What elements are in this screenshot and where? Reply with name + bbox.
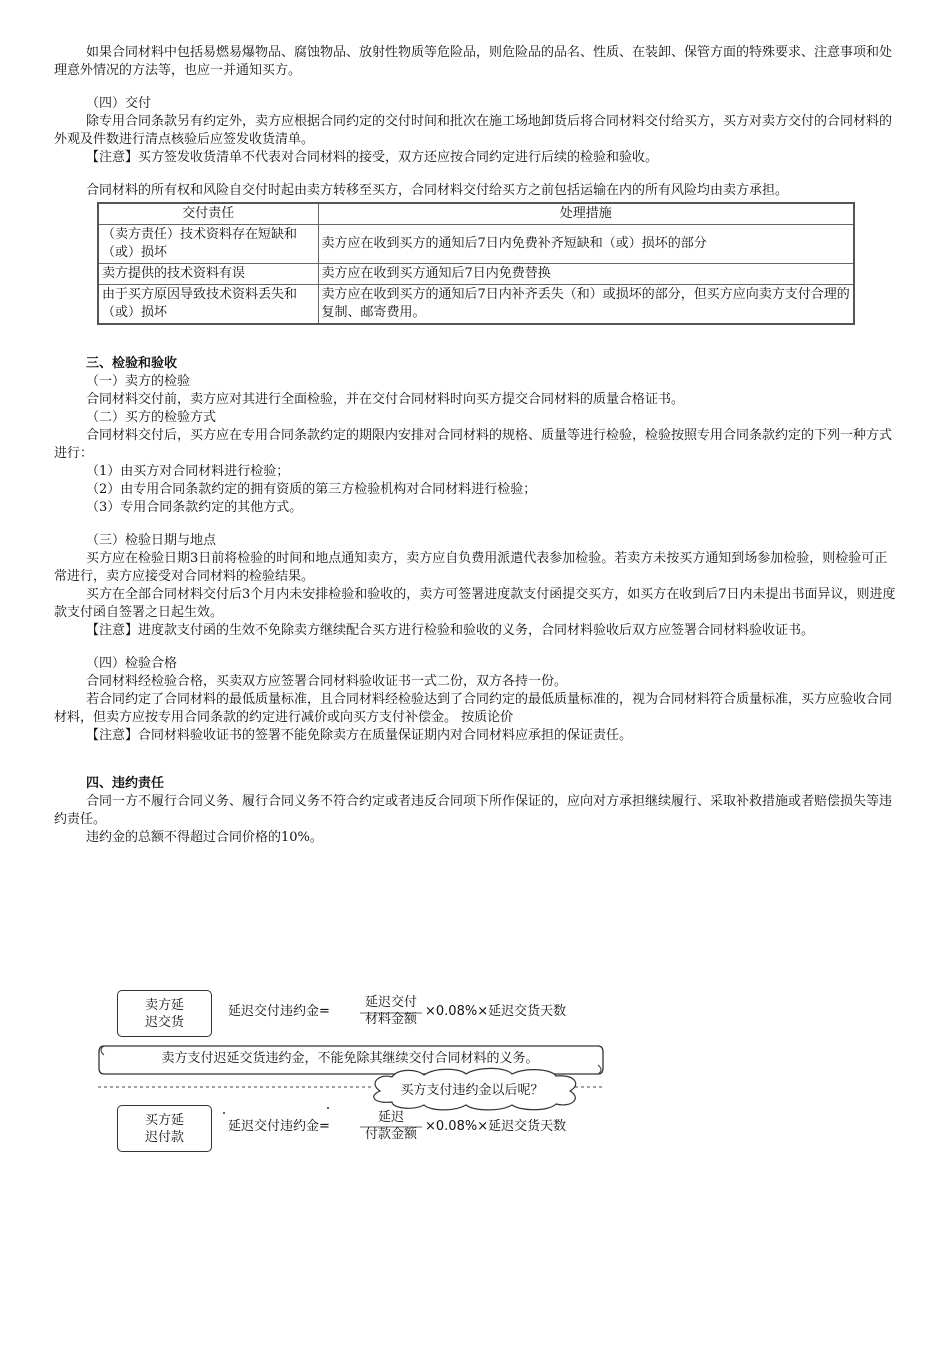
seller-delay-box bbox=[117, 990, 212, 1037]
box-label: 迟付款 bbox=[144, 1129, 184, 1145]
seller-inspection-heading: （一）卖方的检验 bbox=[86, 374, 191, 389]
table-cell: 由于买方原因导致技术资料丢失和（或）损坏 bbox=[98, 285, 318, 325]
delivery-note: 【注意】买方签发收货清单不代表对合同材料的接受，双方还应按合同约定进行后续的检验和验收。 bbox=[86, 150, 659, 165]
formula-label: 延迟交付违约金= bbox=[228, 1004, 330, 1019]
scroll-banner-text: 卖方支付迟延交货违约金，不能免除其继续交付合同材料的义务。 bbox=[161, 1051, 539, 1066]
list-item: （2）由专用合同条款约定的拥有资质的第三方检验机构对合同材料进行检验； bbox=[86, 482, 537, 497]
formula-numerator: 延迟交付 bbox=[364, 995, 417, 1010]
formula-tail: ×0.08%×延迟交货天数 bbox=[425, 1004, 567, 1019]
decorative-dot bbox=[327, 1107, 329, 1109]
formula-numerator: 延迟 bbox=[377, 1110, 404, 1125]
liability-paragraph-1: 合同一方不履行合同义务、履行合同义务不符合约定或者违反合同项下所作保证的，应向对方承担继续履行、采取补救措施或者赔偿损失等违约责任。 bbox=[54, 794, 893, 827]
box-label: 买方延 bbox=[144, 1112, 184, 1128]
formula-numerator: 付款金额 bbox=[364, 1127, 417, 1142]
delivery-heading: （四）交付 bbox=[86, 96, 152, 111]
inspection-date-paragraph-2: 买方在全部合同材料交付后3个月内未安排检验和验收的，卖方可签署进度款支付函提交买方，如买方在收到后7日内未提出书面异议，则进度款支付函自签署之日起生效。 bbox=[54, 587, 896, 620]
table-cell: 卖方应在收到买方的通知后7日内补齐丢失（和）或损坏的部分，但买方应向卖方支付合理的复制、邮寄费用。 bbox=[318, 285, 854, 325]
inspection-pass-heading: （四）检验合格 bbox=[86, 656, 178, 671]
table-header-cell: 交付责任 bbox=[98, 203, 318, 225]
table-cell: 卖方提供的技术资料有误 bbox=[98, 264, 318, 285]
decorative-dot bbox=[223, 1112, 225, 1114]
formula-label: 延迟交付违约金= bbox=[228, 1119, 330, 1134]
intro-paragraph: 如果合同材料中包括易燃易爆物品、腐蚀物品、放射性物质等危险品，则危险品的品名、性质、在装卸、保管方面的特殊要求、注意事项和处理意外情况的方法等，也应一并通知买方。 bbox=[54, 45, 893, 78]
inspection-date-paragraph-1: 买方应在检验日期3日前将检验的时间和地点通知卖方，卖方应自负费用派遣代表参加检验。若卖方未按买方通知到场参加检验，则检验可正常进行，卖方应接受对合同材料的检验结果。 bbox=[54, 551, 888, 584]
inspection-pass-note: 【注意】合同材料验收证书的签署不能免除卖方在质量保证期内对合同材料应承担的保证责任。 bbox=[86, 728, 633, 743]
box-label: 卖方延 bbox=[144, 997, 184, 1013]
list-item: （3）专用合同条款约定的其他方式。 bbox=[86, 500, 303, 515]
table-header-cell: 处理措施 bbox=[318, 203, 854, 225]
liability-paragraph-2: 违约金的总额不得超过合同价格的10%。 bbox=[86, 830, 323, 845]
inspection-date-note: 【注意】进度款支付函的生效不免除卖方继续配合买方进行检验和验收的义务，合同材料验收后双方应签署合同材料验收证书。 bbox=[86, 623, 815, 638]
inspection-heading: 三、检验和验收 bbox=[86, 356, 178, 371]
seller-inspection-paragraph: 合同材料交付前，卖方应对其进行全面检验，并在交付合同材料时向买方提交合同材料的质量合格证书。 bbox=[86, 392, 685, 407]
box-label: 迟交货 bbox=[144, 1014, 184, 1030]
formula-tail: ×0.08%×延迟交货天数 bbox=[425, 1119, 567, 1134]
inspection-pass-paragraph-1: 合同材料经检验合格，买卖双方应签署合同材料验收证书一式二份，双方各持一份。 bbox=[86, 674, 568, 689]
buyer-inspection-heading: （二）买方的检验方式 bbox=[86, 410, 217, 425]
formula-numerator: 材料金额 bbox=[364, 1012, 417, 1027]
inspection-date-heading: （三）检验日期与地点 bbox=[86, 533, 217, 548]
cloud-question: 买方支付违约金以后呢？ bbox=[400, 1083, 544, 1098]
liability-heading: 四、违约责任 bbox=[86, 776, 165, 791]
table-cell: 卖方应在收到买方通知后7日内免费替换 bbox=[318, 264, 854, 285]
delivery-paragraph: 除专用合同条款另有约定外，卖方应根据合同约定的交付时间和批次在施工场地卸货后将合同材料交付给买方，买方对卖方交付的合同材料的外观及件数进行清点核验后应签发收货清单。 bbox=[54, 114, 893, 147]
buyer-delay-box bbox=[117, 1105, 212, 1152]
table-cell: （卖方责任）技术资料存在短缺和（或）损坏 bbox=[98, 225, 318, 264]
list-item: （1）由买方对合同材料进行检验； bbox=[86, 464, 290, 479]
inspection-pass-paragraph-2: 若合同约定了合同材料的最低质量标准，且合同材料经检验达到了合同约定的最低质量标准的，视为合同材料符合质量标准，买方应验收合同材料，但卖方应按专用合同条款的约定进行减价或向买方支付补偿金。 按质论价 bbox=[54, 692, 893, 725]
buyer-inspection-paragraph: 合同材料交付后，买方应在专用合同条款约定的期限内安排对合同材料的规格、质量等进行检验，检验按照专用合同条款约定的下列一种方式进行： bbox=[54, 428, 893, 461]
table-cell: 卖方应在收到买方的通知后7日内免费补齐短缺和（或）损坏的部分 bbox=[318, 225, 854, 264]
risk-transfer-paragraph: 合同材料的所有权和风险自交付时起由卖方转移至买方，合同材料交付给买方之前包括运输在内的所有风险均由卖方承担。 bbox=[86, 183, 789, 198]
